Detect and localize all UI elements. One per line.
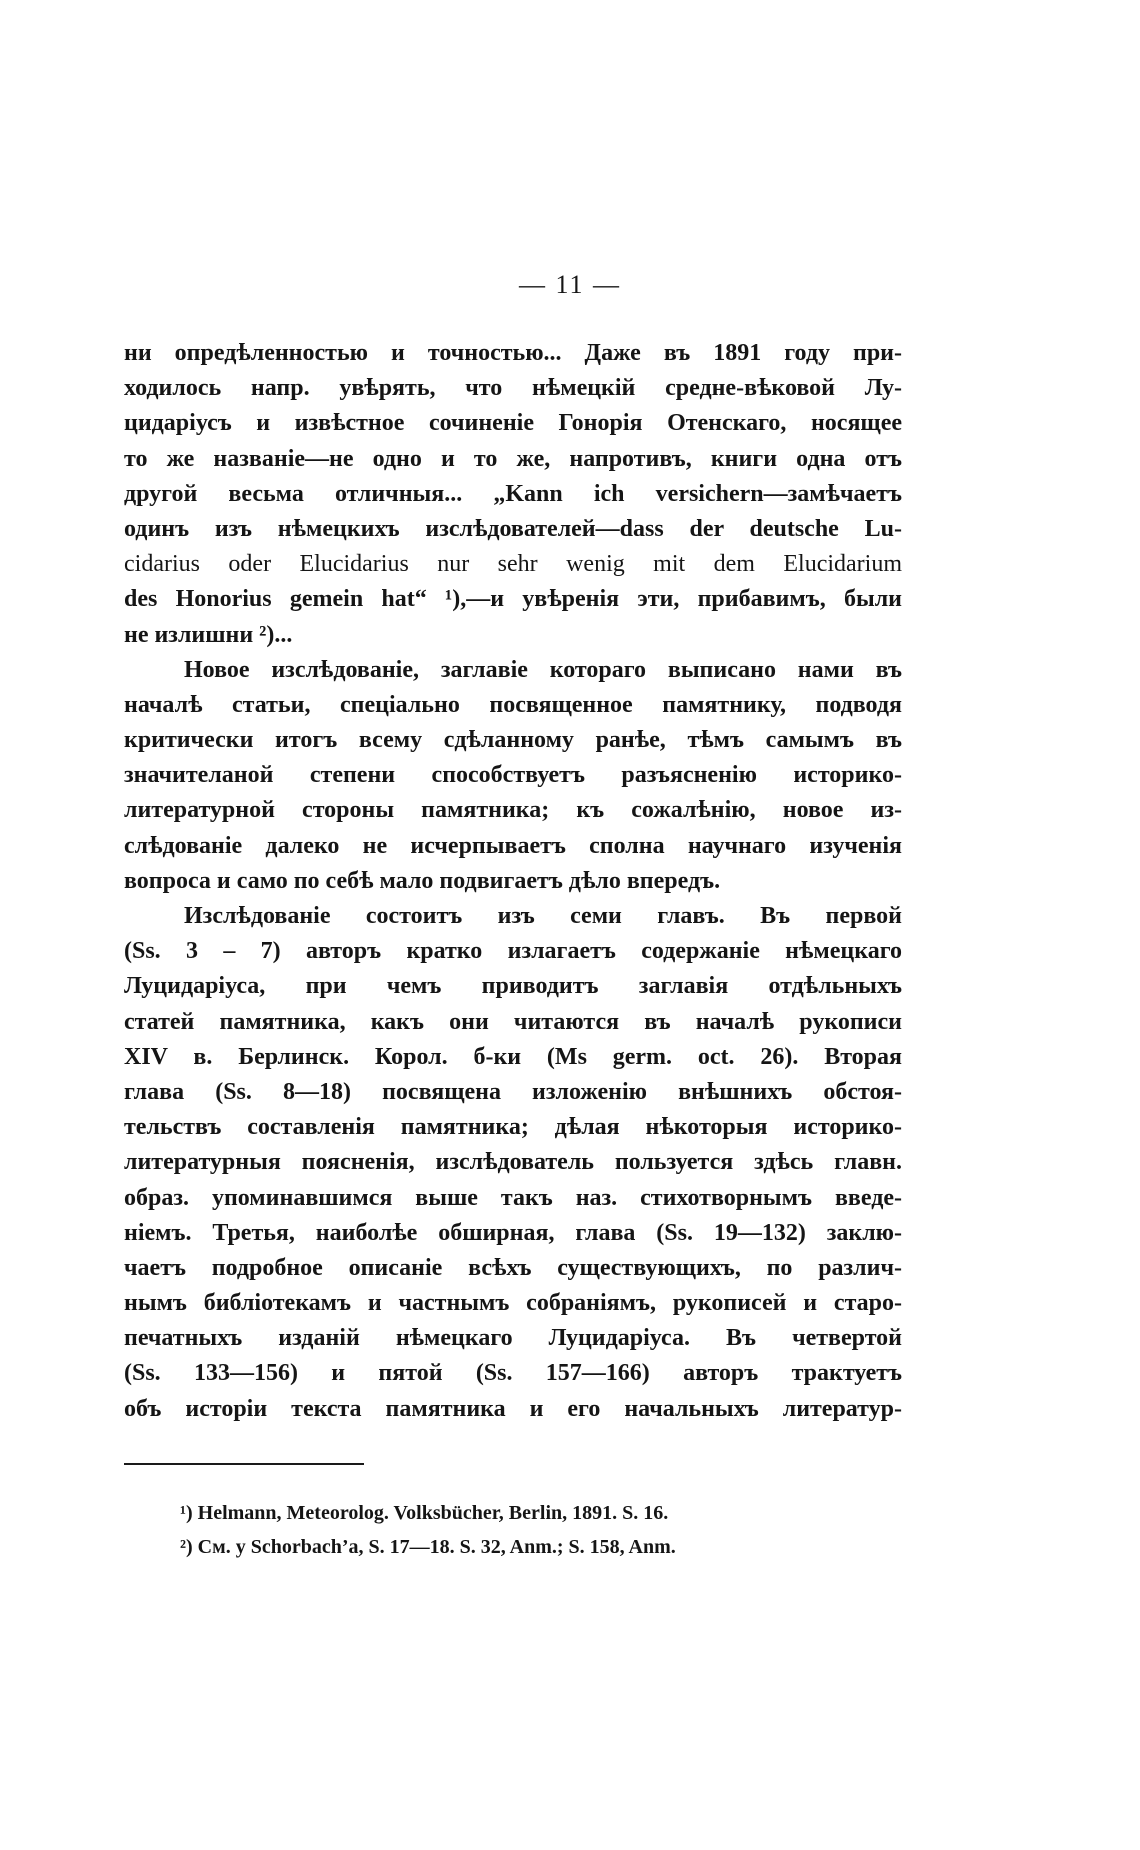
text-line: слѣдованіе далеко не исчерпываетъ сполна научнаго изученія xyxy=(124,832,902,859)
text-line: статей памятника, какъ они читаются въ началѣ рукописи xyxy=(124,1008,902,1035)
text-line: литературныя поясненія, изслѣдователь пользуется здѣсь главн. xyxy=(124,1149,902,1176)
text-line: ніемъ. Третья, наиболѣе обширная, глава (Ss. 19—132) заклю- xyxy=(124,1219,902,1246)
text-line: образ. упоминавшимся выше такъ наз. стихотворнымъ введе- xyxy=(124,1184,902,1211)
text-line: вопроса и само по себѣ мало подвигаетъ дѣло впередъ. xyxy=(124,867,721,894)
text-line: чаетъ подробное описаніе всѣхъ существующихъ, по различ- xyxy=(124,1254,902,1281)
text-line: то же названіе—не одно и то же, напротивъ, книги одна отъ xyxy=(124,445,902,472)
text-line: ни опредѣленностью и точностью... Даже въ 1891 году при- xyxy=(124,340,902,366)
text-line: XIV в. Берлинск. Корол. б-ки (Ms germ. oct. 26). Вторая xyxy=(124,1043,902,1070)
footnotes xyxy=(180,1496,676,1564)
footnote-1: ¹) Helmann, Meteorolog. Volksbücher, Berlin, 1891. S. 16. xyxy=(180,1502,669,1524)
text-line: печатныхъ изданій нѣмецкаго Луцидаріуса. Въ четвертой xyxy=(124,1325,902,1352)
text-line: Изслѣдованіе состоитъ изъ семи главъ. Въ первой xyxy=(184,903,902,929)
text-line: (Ss. 133—156) и пятой (Ss. 157—166) авторъ трактуетъ xyxy=(124,1360,902,1387)
text-line: des Honorius gemein hat“ ¹),—и увѣренія эти, прибавимъ, были xyxy=(124,586,902,613)
text-line: началѣ статьи, спеціально посвященное памятнику, подводя xyxy=(124,691,902,718)
page-number: — 11 — xyxy=(518,270,622,299)
text-line: объ исторіи текста памятника и его начальныхъ литератур- xyxy=(124,1395,902,1422)
text-line: одинъ изъ нѣмецкихъ изслѣдователей—dass der deutsche Lu- xyxy=(124,515,902,542)
text-line: литературной стороны памятника; къ сожалѣнію, новое из- xyxy=(124,797,902,824)
body-text xyxy=(124,336,902,1427)
text-line: глава (Ss. 8—18) посвящена изложенію внѣшнихъ обстоя- xyxy=(124,1078,902,1105)
text-line: тельствъ составленія памятника; дѣлая нѣкоторыя историко- xyxy=(124,1114,902,1141)
text-line: значителаной степени способствуетъ разъясненію историко- xyxy=(124,762,902,789)
text-line: не излишни ²)... xyxy=(124,621,293,648)
footnote-2: ²) См. у Schorbach’a, S. 17—18. S. 32, Anm.; S. 158, Anm. xyxy=(180,1536,676,1558)
footnote-divider xyxy=(124,1463,364,1465)
text-line: ходилось напр. увѣрять, что нѣмецкій средне-вѣковой Лу- xyxy=(124,375,902,402)
text-line: нымъ библіотекамъ и частнымъ собраніямъ, рукописей и старо- xyxy=(124,1290,902,1317)
text-line: критически итогъ всему сдѣланному ранѣе, тѣмъ самымъ въ xyxy=(124,727,902,754)
text-line: (Ss. 3 – 7) авторъ кратко излагаетъ содержаніе нѣмецкаго xyxy=(124,938,902,965)
text-line: Новое изслѣдованіе, заглавіе котораго выписано нами въ xyxy=(184,656,902,683)
text-line: другой весьма отличныя... „Kann ich versichern—замѣчаетъ xyxy=(124,480,902,507)
text-line: Луцидаріуса, при чемъ приводитъ заглавія отдѣльныхъ xyxy=(124,973,902,1000)
text-line: cidarius oder Elucidarius nur sehr wenig mit dem Elucidarium xyxy=(124,551,902,578)
text-line: цидаріусъ и извѣстное сочиненіе Гонорія Отенскаго, носящее xyxy=(124,410,902,437)
